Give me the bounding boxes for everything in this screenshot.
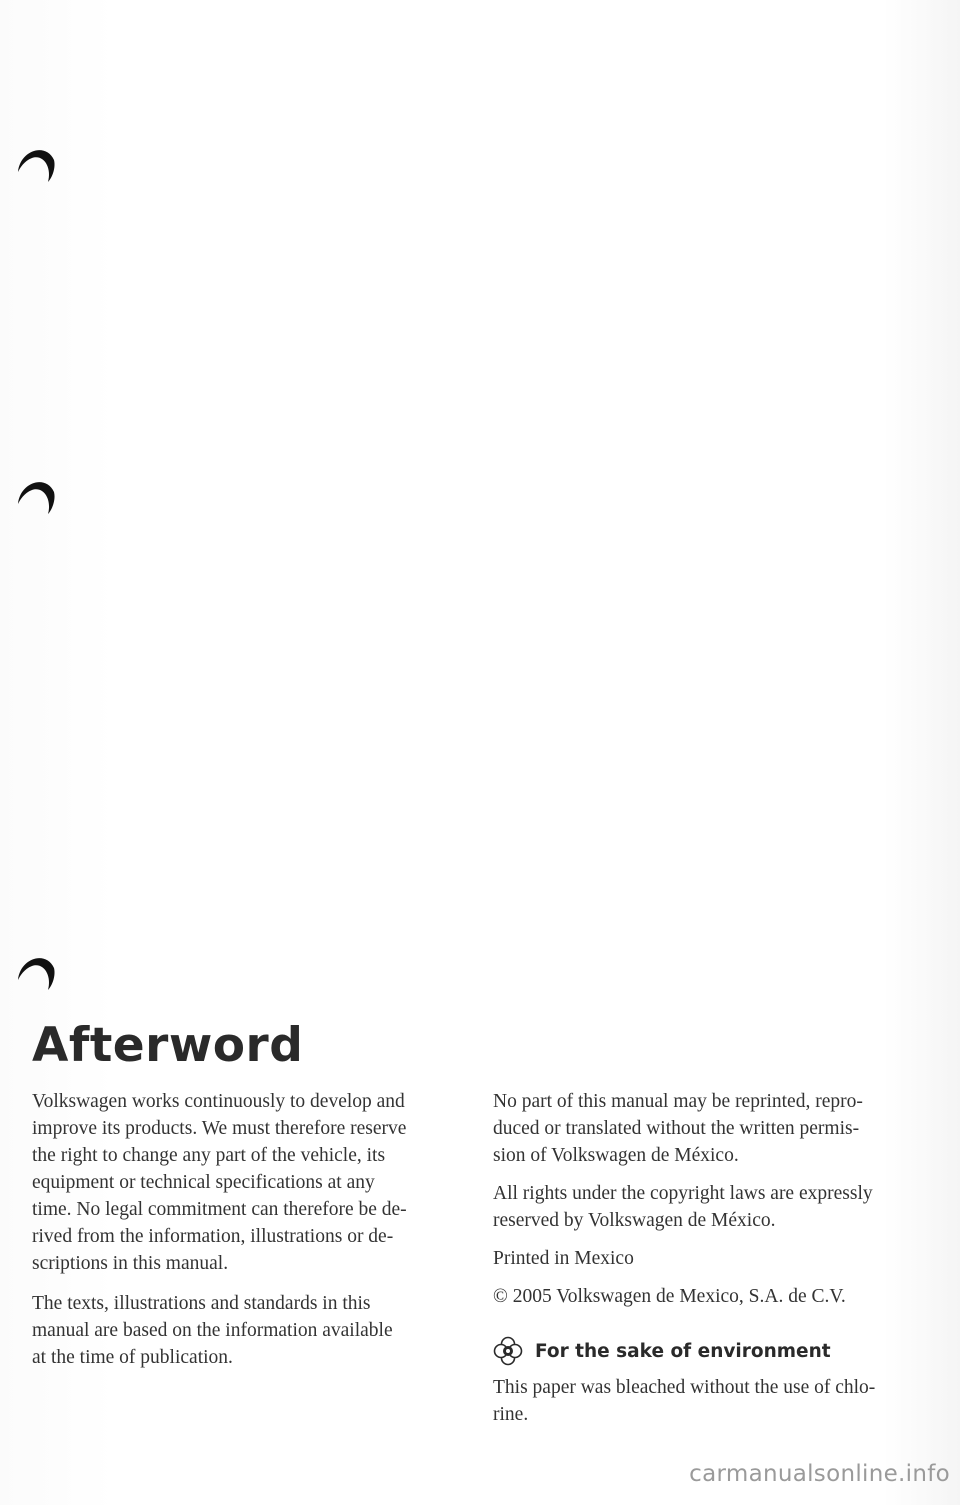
environment-heading-label: For the sake of environment — [535, 1340, 831, 1362]
binder-hole-icon — [14, 138, 60, 198]
binder-hole-icon — [14, 470, 60, 530]
environment-paragraph: This paper was bleached without the use of chlo- rine. — [493, 1377, 876, 1425]
flower-icon — [493, 1336, 523, 1366]
publication-paragraph: The texts, illustrations and standards in this manual are based on the information available at the time of publication. — [32, 1293, 393, 1368]
environment-heading — [493, 1336, 913, 1366]
page-title: Afterword — [32, 1018, 304, 1073]
left-column — [32, 1088, 462, 1384]
right-column — [493, 1088, 913, 1439]
printed-in-paragraph: Printed in Mexico — [493, 1248, 634, 1269]
copyright-paragraph: © 2005 Volkswagen de Mexico, S.A. de C.V. — [493, 1286, 846, 1307]
watermark-text: carmanualsonline.info — [689, 1461, 950, 1487]
reproduction-paragraph: No part of this manual may be reprinted, repro- duced or translated without the written permis- sion of Volkswagen de México. — [493, 1091, 863, 1166]
rights-paragraph: All rights under the copyright laws are expressly reserved by Volkswagen de México. — [493, 1183, 873, 1231]
binder-hole-icon — [14, 946, 60, 1006]
intro-paragraph: Volkswagen works continuously to develop and improve its products. We must therefore reserve the right to change any part of the vehicle, its equipment or technical specifications at any time. No legal commitment can therefore be de- rived from the information, illustrations or de- scriptions in this manual. — [32, 1091, 407, 1274]
